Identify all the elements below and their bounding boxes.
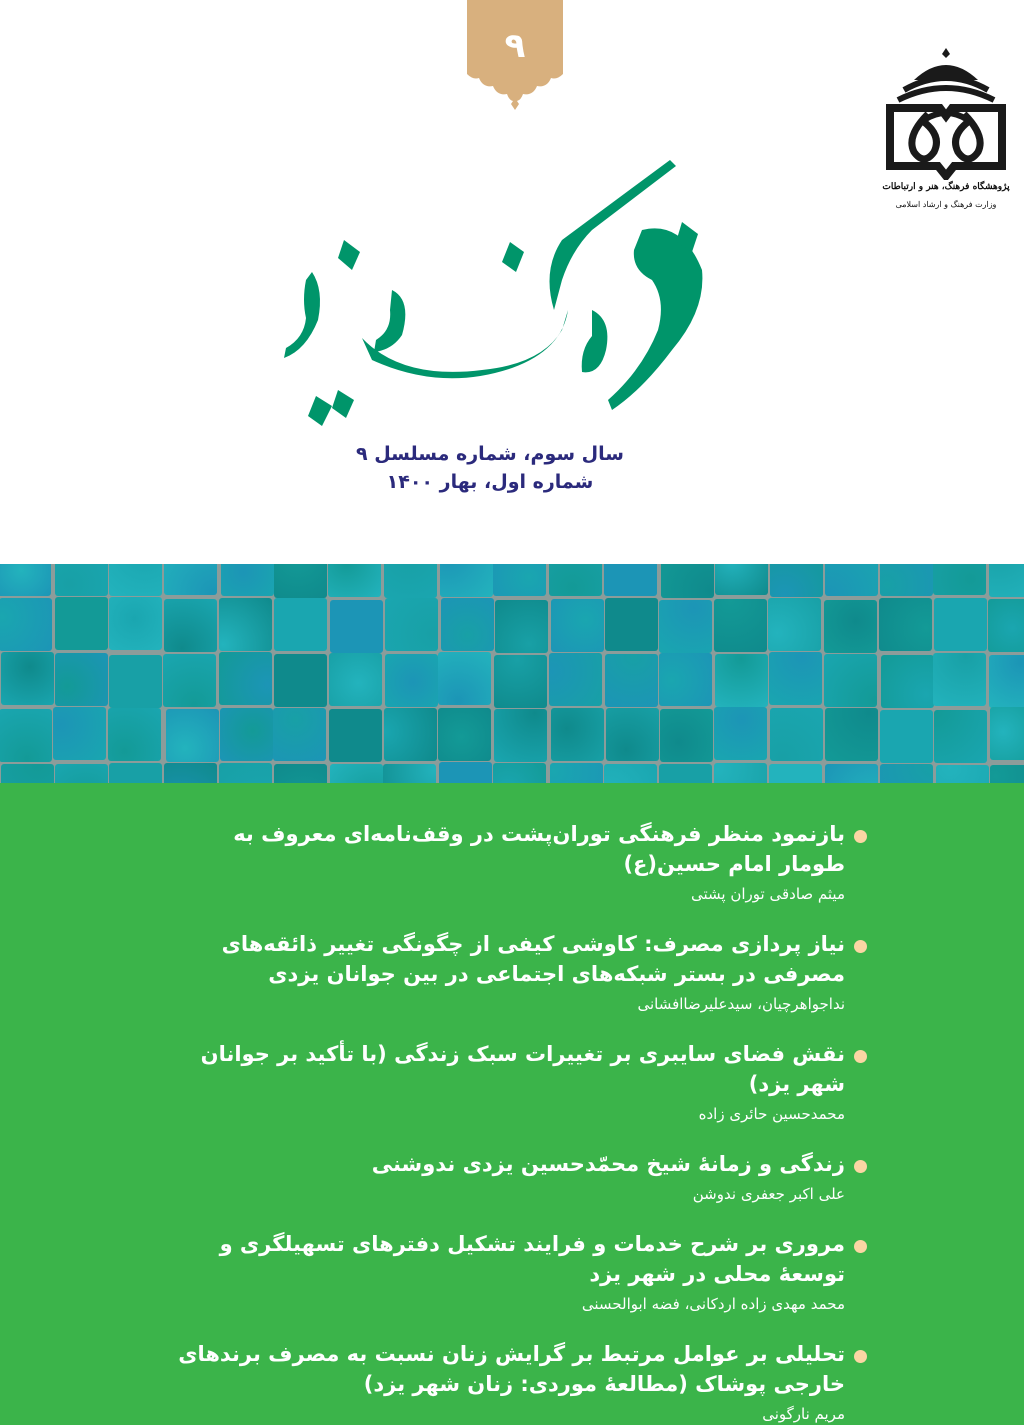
tile <box>219 652 272 705</box>
tile <box>109 763 162 783</box>
tile <box>328 564 381 597</box>
bullet-icon <box>854 830 867 843</box>
tile <box>330 764 383 783</box>
tile <box>715 654 768 707</box>
tile <box>109 655 162 708</box>
tile <box>605 654 658 707</box>
tile <box>881 655 934 708</box>
tile <box>385 598 438 651</box>
tile <box>163 654 216 707</box>
tile <box>438 708 491 761</box>
article-authors: محمد مهدی زاده اردکانی، فضه ابوالحسنی <box>581 1295 845 1313</box>
tile <box>880 564 933 596</box>
article-item <box>167 1339 867 1425</box>
article-title: زندگی و زمانهٔ شیخ محمّدحسین یزدی ندوشنی <box>371 1152 845 1176</box>
article-title: بازنمود منظر فرهنگی توران‌پشت در وقف‌نامه‌ای معروف به طومار امام حسین(ع) <box>233 822 845 876</box>
article-title: نیاز پردازی مصرف: کاوشی کیفی از چگونگی تغییر ذائقه‌های مصرفی در بستر شبکه‌های اجتماعی در بین جوانان یزدی <box>221 932 845 986</box>
tile <box>605 598 658 651</box>
tile <box>879 598 932 651</box>
tile <box>55 653 108 706</box>
tile <box>606 708 659 761</box>
tile <box>659 600 712 653</box>
institution-logo <box>880 40 1012 220</box>
tile <box>936 765 989 783</box>
tile <box>824 600 877 653</box>
tile <box>988 599 1024 652</box>
article-title: نقش فضای سایبری بر تغییرات سبک زندگی (با تأکید بر جوانان شهر یزد) <box>200 1042 845 1096</box>
tile <box>274 564 327 598</box>
tile <box>385 654 438 707</box>
issue-date-line: شماره اول، بهار ۱۴۰۰ <box>386 471 594 493</box>
tile <box>769 764 822 783</box>
tile-mosaic-band <box>0 564 1024 783</box>
tile <box>770 564 823 597</box>
article-title: تحلیلی بر عوامل مرتبط بر گرایش زنان نسبت به مصرف برندهای خارجی پوشاک (مطالعهٔ موردی: زنان شهر یزد) <box>178 1342 845 1396</box>
tile <box>0 709 52 762</box>
article-item <box>167 1149 867 1207</box>
tile <box>55 564 108 596</box>
issue-info <box>330 440 650 496</box>
tile <box>438 652 491 705</box>
article-authors: نداجواهرچیان، سیدعلیرضاافشانی <box>637 995 845 1013</box>
tile <box>989 655 1024 708</box>
article-item <box>167 929 867 1017</box>
tile <box>659 653 712 706</box>
tile <box>166 709 219 762</box>
tile <box>714 599 767 652</box>
article-item <box>167 819 867 907</box>
article-title: مروری بر شرح خدمات و فرایند تشکیل دفترهای تسهیلگری و توسعهٔ محلی در شهر یزد <box>219 1232 845 1286</box>
cover-header <box>0 0 1024 564</box>
tile <box>549 564 602 596</box>
tile <box>329 709 382 762</box>
tile <box>384 564 437 598</box>
book-dome-logo-icon <box>884 40 1008 180</box>
tile <box>221 564 274 596</box>
tile <box>880 764 933 783</box>
tile <box>164 599 217 652</box>
article-authors: محمدحسین حائری زاده <box>698 1105 845 1123</box>
bullet-icon <box>854 1350 867 1363</box>
article-authors: علی اکبر جعفری ندوشن <box>692 1185 845 1203</box>
tile <box>934 598 987 651</box>
tile <box>551 708 604 761</box>
tile <box>604 564 657 596</box>
tile <box>274 598 327 651</box>
tile <box>494 655 547 708</box>
tile <box>768 598 821 651</box>
tile <box>55 597 108 650</box>
tile <box>109 564 162 596</box>
tile <box>440 564 493 597</box>
tile <box>219 763 272 783</box>
tile <box>164 763 217 783</box>
ministry-name: وزارت فرهنگ و ارشاد اسلامی <box>895 200 997 209</box>
article-authors: میثم صادقی توران پشتی <box>691 885 845 903</box>
tile <box>990 707 1024 760</box>
tile <box>824 654 877 707</box>
issue-ribbon <box>467 0 563 112</box>
tile <box>330 600 383 653</box>
tile <box>660 709 713 762</box>
tile <box>990 765 1024 783</box>
tile <box>659 764 712 783</box>
article-item <box>167 1039 867 1127</box>
tile <box>825 764 878 783</box>
tile <box>273 708 326 761</box>
calligraphy-title-icon <box>262 160 712 430</box>
tile <box>661 564 714 598</box>
bullet-icon <box>854 1160 867 1173</box>
tile <box>933 564 986 595</box>
tile <box>53 707 106 760</box>
tile <box>164 564 217 595</box>
tile <box>493 763 546 783</box>
tile <box>109 597 162 650</box>
tile <box>715 564 768 595</box>
tile <box>441 598 494 651</box>
bullet-icon <box>854 940 867 953</box>
tile <box>219 598 272 651</box>
volume-line: سال سوم، شماره مسلسل ۹ <box>356 443 624 465</box>
tile <box>551 599 604 652</box>
bullet-icon <box>854 1240 867 1253</box>
tile <box>274 654 327 707</box>
tile <box>550 763 603 783</box>
tile <box>220 708 273 761</box>
tile <box>714 707 767 760</box>
journal-title <box>262 160 712 430</box>
tile <box>1 764 54 783</box>
tile <box>329 653 382 706</box>
article-item <box>167 1229 867 1317</box>
article-authors: مریم نارگونی <box>762 1405 845 1423</box>
tile <box>825 564 878 596</box>
tile <box>880 710 933 763</box>
tile <box>274 764 327 783</box>
tile <box>384 708 437 761</box>
tile <box>494 709 547 762</box>
tile <box>934 710 987 763</box>
tile <box>0 564 51 596</box>
tile <box>0 598 52 651</box>
tile <box>989 564 1024 597</box>
tile <box>714 763 767 783</box>
tile <box>549 653 602 706</box>
article-list <box>167 819 867 1425</box>
tile <box>108 708 161 761</box>
tile <box>825 708 878 761</box>
tile <box>604 764 657 783</box>
bullet-icon <box>854 1050 867 1063</box>
tile <box>495 600 548 653</box>
tile <box>439 762 492 783</box>
institution-name: پژوهشگاه فرهنگ، هنر و ارتباطات <box>882 182 1010 192</box>
tile <box>1 652 54 705</box>
tile <box>933 653 986 706</box>
tile <box>770 708 823 761</box>
tile <box>769 652 822 705</box>
table-of-contents <box>0 783 1024 1425</box>
issue-number: ۹ <box>504 26 526 66</box>
tile <box>383 764 436 783</box>
tile <box>493 564 546 596</box>
tile <box>55 764 108 783</box>
